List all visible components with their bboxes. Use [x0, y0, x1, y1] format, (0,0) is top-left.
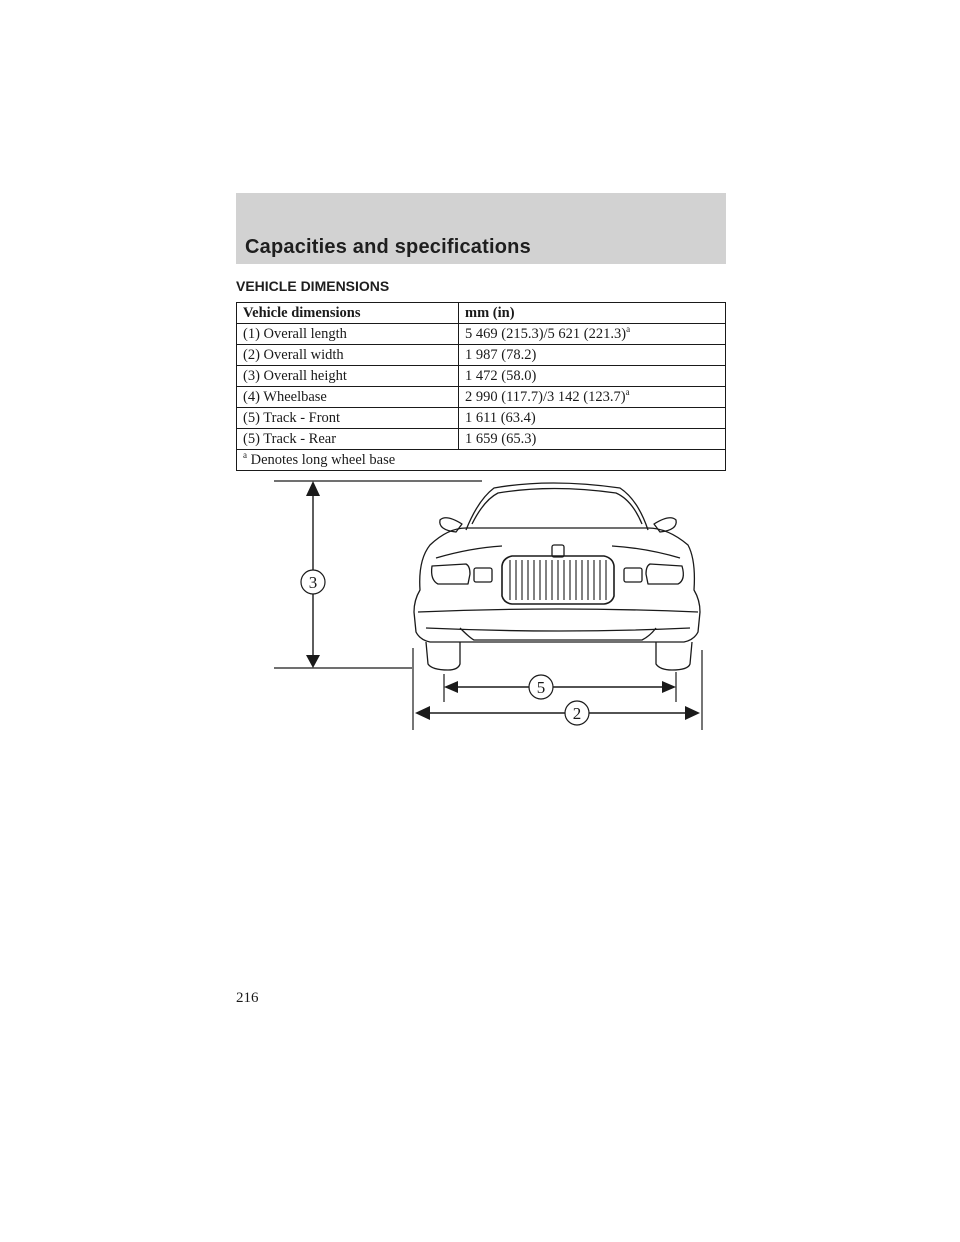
column-header: Vehicle dimensions [237, 303, 459, 324]
callout-2-label: 2 [572, 704, 582, 723]
dimension-value: 2 990 (117.7)/3 142 (123.7) [465, 389, 626, 405]
track-dimension [444, 672, 676, 702]
footnote-text: Denotes long wheel base [247, 452, 396, 468]
chapter-title: Capacities and specifications [245, 236, 531, 258]
dimension-value: 1 611 (63.4) [465, 410, 536, 426]
dimension-label: (5) Track - Rear [237, 429, 459, 450]
section-title: VEHICLE DIMENSIONS [236, 278, 390, 294]
dimension-value: 5 469 (215.3)/5 621 (221.3) [465, 326, 627, 342]
callout-3-label: 3 [308, 573, 318, 592]
footnote-mark: a [243, 450, 247, 461]
dimension-label: (1) Overall length [237, 324, 459, 345]
dimension-label: (4) Wheelbase [237, 387, 459, 408]
page-number: 216 [236, 990, 259, 1006]
dimension-value: 1 472 (58.0) [465, 368, 537, 384]
callout-5-label: 5 [536, 678, 546, 697]
dimension-value: 1 987 (78.2) [465, 347, 537, 363]
dimension-value: 1 659 (65.3) [465, 431, 537, 447]
dimension-label: (2) Overall width [237, 345, 459, 366]
footnote-mark: a [626, 324, 631, 335]
column-header: mm (in) [459, 303, 726, 324]
grille-bars [510, 560, 606, 600]
dimension-label: (5) Track - Front [237, 408, 459, 429]
vehicle-front-illustration [414, 483, 700, 670]
footnote-mark: a [625, 387, 630, 398]
dimension-label: (3) Overall height [237, 366, 459, 387]
